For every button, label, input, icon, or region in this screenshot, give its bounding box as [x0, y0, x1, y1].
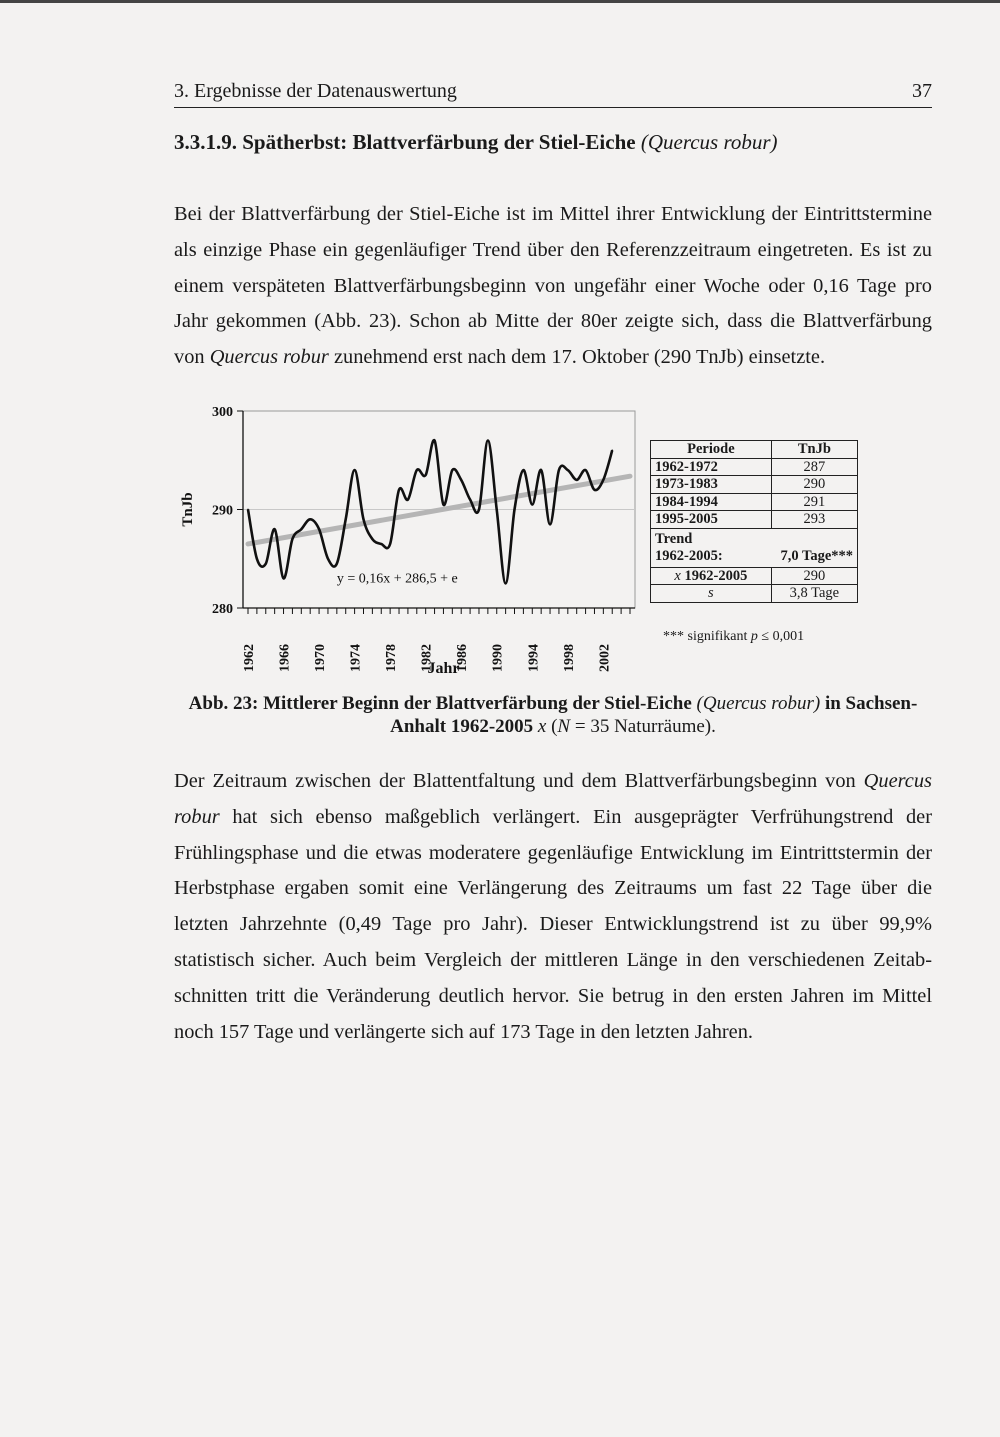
data-point [460, 479, 462, 481]
text-fragment: Der Zeitraum zwischen der Blattentfaltung und dem Blattverfärbungsbeginn von [174, 770, 856, 792]
x-axis-label: Jahr [427, 660, 460, 676]
caption-n-open: ( [551, 716, 558, 737]
table-header-row [651, 441, 858, 459]
data-point [327, 558, 329, 560]
x-tick-label: 1974 [348, 644, 364, 672]
table-row [651, 458, 858, 476]
period-cell: 1973-1983 [651, 476, 772, 494]
figure-caption [174, 692, 932, 738]
value-cell: 287 [771, 458, 857, 476]
trend-value: 7,0 Tage*** [780, 547, 853, 564]
data-point [292, 538, 294, 540]
header-section-title: 3. Ergebnisse der Datenauswertung [174, 80, 457, 102]
data-point [380, 543, 382, 545]
period-cell: 1962-1972 [651, 458, 772, 476]
data-point [496, 509, 498, 511]
data-point [336, 563, 338, 565]
sd-label-cell [651, 585, 772, 603]
col-header-tnjb: TnJb [771, 441, 857, 459]
text-line [174, 340, 932, 376]
page-number: 37 [912, 80, 932, 102]
text-fragment: von [174, 346, 205, 369]
value-cell: 293 [771, 511, 857, 529]
text-line: noch 157 Tage und verlängerte sich auf 173 Tage in den letzten Jahren. [174, 1020, 754, 1043]
sd-symbol: s [708, 585, 714, 601]
data-point [318, 528, 320, 530]
text-line [174, 800, 932, 836]
text-line: als einzige Phase ein gegenläufiger Trend über den Referenzzeitraum eingetreten. Es ist zu [174, 238, 932, 261]
data-point [425, 474, 427, 476]
data-point [585, 469, 587, 471]
trend-equation: y = 0,16x + 286,5 + e [336, 571, 458, 587]
x-tick-label: 1978 [384, 644, 400, 672]
data-point [354, 469, 356, 471]
data-point [478, 509, 480, 511]
data-point [567, 469, 569, 471]
trend-line [248, 476, 630, 544]
significance-prefix: *** signifikant [663, 629, 748, 644]
data-point [594, 489, 596, 491]
data-point [602, 479, 604, 481]
x-tick-label: 1998 [561, 644, 577, 672]
sd-row [651, 585, 858, 603]
data-point [558, 469, 560, 471]
trend-label: Trend [655, 530, 693, 547]
y-axis-label: TnJb [180, 492, 196, 527]
data-point [345, 518, 347, 520]
heading-species: (Quercus robur) [640, 130, 778, 154]
x-tick-label: 1990 [490, 644, 506, 672]
text-line: einem verspäteten Blattverfärbungsbeginn von ungefähr einer Woche oder 0,16 Tage pro [174, 274, 932, 297]
data-point [549, 523, 551, 525]
y-tick-label: 280 [212, 602, 233, 617]
data-point [416, 469, 418, 471]
x-tick-label: 2002 [597, 644, 613, 672]
trend-row [651, 528, 858, 567]
mean-row [651, 567, 858, 585]
caption-n-rest: = 35 Naturräume). [574, 716, 716, 737]
data-point [363, 518, 365, 520]
data-point [522, 469, 524, 471]
caption-n [551, 716, 716, 737]
text-fragment: hat sich ebenso maßgeblich verlängert. Ein ausgeprägter Verfrühungstrend der [232, 805, 932, 828]
mean-value-cell: 290 [771, 567, 857, 585]
data-point [514, 509, 516, 511]
text-fragment: zunehmend erst nach dem 17. Oktober (290 TnJb) einsetzte. [333, 346, 826, 369]
value-cell: 290 [771, 476, 857, 494]
data-point [256, 558, 258, 560]
species-name: Quercus robur [209, 346, 329, 369]
x-tick-label: 1994 [526, 644, 542, 672]
text-line: schnitten tritt die Veränderung deutlich hervor. Sie betrug in den ersten Jahren im Mittel [174, 984, 932, 1007]
data-point [434, 440, 436, 442]
x-tick-label: 1962 [242, 644, 257, 672]
data-point [505, 582, 507, 584]
text-line: Herbstphase ergaben somit eine Verlängerung des Zeitraums um fast 22 Tage über die [174, 877, 932, 900]
data-point [283, 578, 285, 580]
text-line: Frühlingsphase und die etwas moderatere gegenläufige Entwicklung im Eintrittstermin der [174, 841, 932, 864]
trend-cell [651, 528, 858, 567]
summary-table [650, 440, 858, 603]
caption-prefix: Abb. 23: Mittlerer Beginn der Blattverfärbung der Stiel-Eiche [188, 693, 692, 714]
caption-x: x [537, 716, 547, 737]
table-row [651, 476, 858, 494]
data-point [300, 528, 302, 530]
period-cell: 1995-2005 [651, 511, 772, 529]
significance-threshold: ≤ 0,001 [761, 629, 805, 644]
data-point [265, 563, 267, 565]
paragraph-1 [174, 197, 932, 376]
heading-number: 3.3.1.9. [174, 130, 237, 154]
mean-symbol: x [674, 567, 681, 584]
species-name: robur [174, 805, 220, 828]
species-name: Quercus [863, 770, 932, 792]
text-line [174, 764, 932, 800]
significance-note [663, 629, 804, 645]
caption-line2: Anhalt 1962-2005 [390, 716, 534, 737]
table-row [651, 511, 858, 529]
col-header-periode: Periode [651, 441, 772, 459]
scan-top-edge [0, 0, 1000, 3]
caption-species: (Quercus robur) [696, 693, 821, 714]
x-tick-label: 1966 [277, 644, 293, 672]
sd-value-cell: 3,8 Tage [771, 585, 857, 603]
x-tick-label: 1970 [313, 644, 329, 672]
data-point [371, 538, 373, 540]
data-point [247, 509, 249, 511]
trend-period: 1962-2005: [655, 547, 723, 564]
text-line: Bei der Blattverfärbung der Stiel-Eiche ist im Mittel ihrer Entwicklung der Eintrittstermine [174, 203, 932, 225]
data-point [443, 504, 445, 506]
data-point [407, 499, 409, 501]
caption-n-symbol: N [557, 716, 571, 737]
paragraph-2 [174, 764, 932, 1050]
trend-line-path [248, 476, 630, 544]
data-point [540, 469, 542, 471]
heading-title: Spätherbst: Blattverfärbung der Stiel-Eiche [242, 130, 636, 154]
value-cell: 291 [771, 493, 857, 511]
caption-suffix: in Sachsen- [824, 693, 918, 714]
data-point [611, 450, 613, 452]
y-tick-label: 300 [212, 405, 233, 420]
x-tick-label: 1986 [455, 644, 471, 672]
x-tick-label: 1982 [419, 644, 435, 672]
data-point [398, 489, 400, 491]
period-cell: 1984-1994 [651, 493, 772, 511]
data-point [576, 479, 578, 481]
data-point [531, 504, 533, 506]
text-line: Jahr gekommen (Abb. 23). Schon ab Mitte der 80er zeigte sich, dass die Blattverfärbung [174, 310, 932, 333]
mean-label-cell: x 1962-2005 [651, 567, 772, 585]
data-point [309, 518, 311, 520]
section-heading [174, 130, 778, 155]
line-chart [170, 396, 640, 676]
running-header [174, 80, 932, 108]
table-row [651, 493, 858, 511]
data-point [451, 469, 453, 471]
text-line: statistisch sicher. Auch beim Vergleich der mittleren Länge in den verschiedenen Zeitab- [174, 948, 932, 971]
y-tick-label: 290 [212, 503, 233, 519]
text-line: letzten Jahrzehnte (0,49 Tage pro Jahr). Dieser Entwicklungstrend ist zu über 99,9% [174, 913, 932, 936]
chart-labels [180, 405, 612, 676]
significance-p: p [750, 629, 758, 644]
data-point [487, 440, 489, 442]
data-point [274, 528, 276, 530]
data-point [389, 543, 391, 545]
data-point [469, 499, 471, 501]
